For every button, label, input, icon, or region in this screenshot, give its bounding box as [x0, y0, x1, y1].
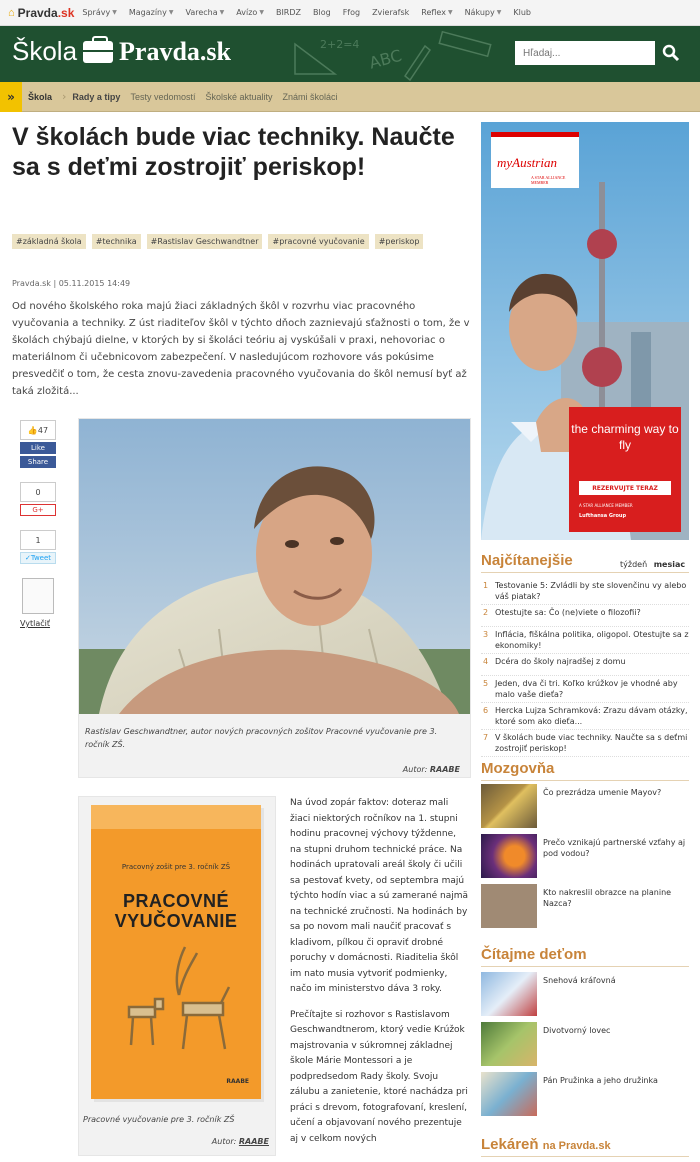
mozgovna-list [481, 784, 689, 934]
chevron-down-icon: ▼ [447, 9, 453, 16]
photo-caption: Pracovné vyučovanie pre 3. ročník ZŠ [83, 1115, 235, 1124]
wooden-animals-illustration [121, 945, 241, 1055]
mozgovna-section-title: Mozgovňa [481, 760, 689, 781]
portrait-photo[interactable] [79, 419, 470, 714]
chevron-down-icon: ▼ [168, 9, 174, 16]
nav-klub[interactable]: Klub [513, 8, 531, 17]
print-document-icon[interactable] [22, 578, 54, 614]
tab-month[interactable]: mesiac [653, 560, 686, 569]
tweet-button[interactable]: ✓ Tweet [20, 552, 56, 564]
nav-birdz[interactable]: BIRDZ [275, 8, 301, 17]
nav-spravy[interactable]: Správy ▼ [82, 8, 117, 17]
myaustrian-logo: myAustrian A STAR ALLIANCE MEMBER [491, 132, 579, 188]
top-navigation [0, 0, 700, 26]
thumbs-up-icon: 👍 [27, 425, 38, 435]
paragraph: Na úvod zopár faktov: doteraz mali žiaci niektorých ročníkov na 1. stupni hodinu pracovnej výchovy týždenne, na stupni druhom technické práce. Na hodinách upratovali areál školy či učili sa pestovať kvety, od septembra majú týchto hodín viac a sú zamerané najmä na technické zručnosti. Na hodinách by sa po novom mali naučiť pracovať s kladivom, pílkou či opraviť drobné poruchy v domácnosti. Riaditelia škôl im nato musia vytvoriť podmienky, načo im ministerstvo dáva 3 roky. [290, 798, 469, 994]
nav-avizo[interactable]: Avízo ▼ [236, 8, 264, 17]
list-item[interactable]: Snehová kráľovná [481, 972, 689, 1018]
tab-rady-a-tipy[interactable]: Rady a tipy [72, 91, 121, 102]
chevron-down-icon: ▼ [496, 9, 502, 16]
ad-panel: the charming way to fly REZERVUJTE TERAZ A STAR ALLIANCE MEMBER Lufthansa Group [569, 407, 681, 532]
list-item[interactable]: Čo prezrádza umenie Mayov? [481, 784, 689, 830]
tag-item[interactable]: #základná škola [12, 234, 86, 249]
home-icon: ⌂ [8, 6, 15, 19]
popular-tabs [620, 560, 685, 569]
maya-mask-thumbnail [481, 784, 537, 828]
double-chevron-right-icon: » [0, 82, 22, 112]
citajme-section-title: Čítajme deťom [481, 946, 689, 967]
tweet-count: 1 [20, 530, 56, 550]
chevron-down-icon: ▼ [259, 9, 264, 16]
clownfish-thumbnail [481, 834, 537, 878]
article-meta: Pravda.sk | 05.11.2015 14:49 [12, 279, 131, 288]
article-lead: Od nového školského roka majú žiaci základných škôl v rozvrhu viac pracovného vyučovania a techniky. Z úst riaditeľov škôl v týchto dňoch zaznievajú sťažnosti o tom, že v školách chýbajú dielne, v ktorých by si školáci teóriu aj vyskúšali v praxi, nehovoriac o materiálnom či učebnicovom zabezpečení. V nasledujúcom rozhovore vás pokúsime presvedčiť o tom, že cesta znovu-zavedenia pracovného vyučovania do škôl nemusí byť až taká zložitá... [12, 301, 470, 397]
print-link[interactable]: Vytlačiť [20, 619, 51, 628]
facebook-like-button[interactable]: Like [20, 442, 56, 454]
popular-section-title: Najčítanejšie [481, 552, 689, 573]
ad-book-now-button[interactable]: REZERVUJTE TERAZ [579, 481, 671, 495]
tab-znami-skolaci[interactable]: Známi školáci [282, 91, 338, 102]
briefcase-icon [83, 41, 113, 63]
list-item[interactable]: 4 Dcéra do školy najradšej z domu [481, 654, 689, 676]
twitter-bird-icon: ✓ [24, 554, 31, 562]
lekaren-section-title: Lekáreň na Pravda.sk [481, 1136, 689, 1157]
facebook-share-button[interactable]: Share [20, 456, 56, 468]
tag-item[interactable]: #Rastislav Geschwandtner [147, 234, 263, 249]
gplus-count: 0 [20, 482, 56, 502]
nav-varecha[interactable]: Varecha ▼ [185, 8, 225, 17]
tab-skolske-aktuality[interactable]: Školské aktuality [205, 91, 273, 102]
list-item[interactable]: 6 Hercka Lujza Schramková: Zrazu dávam otázky, ktoré som ako dieťa... [481, 703, 689, 730]
citajme-list [481, 972, 689, 1122]
svg-text:2+2=4: 2+2=4 [320, 38, 360, 51]
like-count: 👍 47 [20, 420, 56, 440]
tab-week[interactable]: týždeň [620, 560, 648, 569]
nav-magaziny[interactable]: Magazíny ▼ [128, 8, 174, 17]
nazca-lines-thumbnail [481, 884, 537, 928]
chevron-right-icon: › [62, 90, 67, 103]
list-item[interactable]: Pán Pružinka a jeho družinka [481, 1072, 689, 1118]
search-input[interactable] [515, 41, 655, 65]
gplus-button[interactable]: G+ [20, 504, 56, 516]
paragraph: Prečítajte si rozhovor s Rastislavom Geschwandtnerom, ktorý vedie Krúžok majstrovania v súkromnej základnej škole Márie Montessori a je podpredsedom Rady školy. Svoju zálubu a zanietenie, ktoré nachádza pri práci s drevom, fotografovaní, kreslení, učení a objavovaní nového prezentuje aj v celkom nových [290, 1009, 468, 1144]
snow-queen-thumbnail [481, 972, 537, 1016]
skola-pravda-logo[interactable]: Škola Pravda.sk [12, 36, 232, 66]
article-photo-book [78, 796, 276, 1156]
article-body [290, 796, 470, 1157]
list-item[interactable]: 5 Jeden, dva či tri. Koľko krúžkov je vhodné aby malo vaše dieťa? [481, 676, 689, 703]
list-item[interactable]: 3 Inflácia, fiškálna politika, oligopol. Otestujte sa z ekonomiky! [481, 627, 689, 654]
list-item[interactable]: Kto nakreslil obrazce na planine Nazca? [481, 884, 689, 930]
tag-item[interactable]: #pracovné vyučovanie [268, 234, 368, 249]
site-header [0, 26, 700, 82]
photo-author: Autor: RAABE [402, 765, 460, 774]
pravda-logo[interactable]: ⌂ Pravda .sk [8, 5, 75, 20]
austrian-airlines-ad[interactable] [481, 122, 689, 540]
chevron-down-icon: ▼ [219, 9, 225, 16]
article-photo-main [78, 418, 471, 778]
search-icon [662, 44, 680, 62]
popular-list [481, 578, 689, 757]
article-tags [12, 234, 472, 249]
svg-text:ABC: ABC [367, 45, 404, 73]
list-item[interactable]: Prečo vznikajú partnerské vzťahy aj pod vodou? [481, 834, 689, 880]
article-title: V školách bude viac techniky. Naučte sa s deťmi zostrojiť periskop! [12, 123, 455, 181]
nav-reflex[interactable]: Reflex ▼ [421, 8, 453, 17]
nav-blog[interactable]: Blog [313, 8, 331, 17]
pan-pruzinka-thumbnail [481, 1072, 537, 1116]
photo-caption: Rastislav Geschwandtner, autor nových pracovných zošitov Pracovné vyučovanie pre 3. ročník ZŠ. [85, 727, 438, 749]
list-item[interactable]: 2 Otestujte sa: Čo (ne)viete o filozofii? [481, 605, 689, 627]
share-column [20, 420, 60, 629]
crumb-skola[interactable]: Škola [28, 91, 53, 102]
list-item[interactable]: 7 V školách bude viac techniky. Naučte sa s deťmi zostrojiť periskop! [481, 730, 689, 757]
list-item[interactable]: Divotvorný lovec [481, 1022, 689, 1068]
nav-zvierafsk[interactable]: Zvierafsk [372, 8, 410, 17]
tag-item[interactable]: #periskop [375, 234, 424, 249]
book-cover[interactable]: Pracovný zošit pre 3. ročník ZŠ PRACOVNÉ VYUČOVANIE RAABE [91, 805, 261, 1099]
header-doodles [280, 26, 500, 82]
nav-nakupy[interactable]: Nákupy ▼ [464, 8, 502, 17]
photo-author: Autor: RAABE [211, 1137, 269, 1146]
tag-item[interactable]: #technika [92, 234, 141, 249]
tab-testy-vedomosti[interactable]: Testy vedomostí [130, 91, 196, 102]
chevron-down-icon: ▼ [112, 9, 117, 16]
section-navigation [0, 82, 700, 112]
hunter-thumbnail [481, 1022, 537, 1066]
nav-ffog[interactable]: Ffog [342, 8, 361, 17]
search-button[interactable] [658, 41, 684, 65]
list-item[interactable]: 1 Testovanie 5: Zvládli by ste slovenčinu vy alebo váš piatak? [481, 578, 689, 605]
